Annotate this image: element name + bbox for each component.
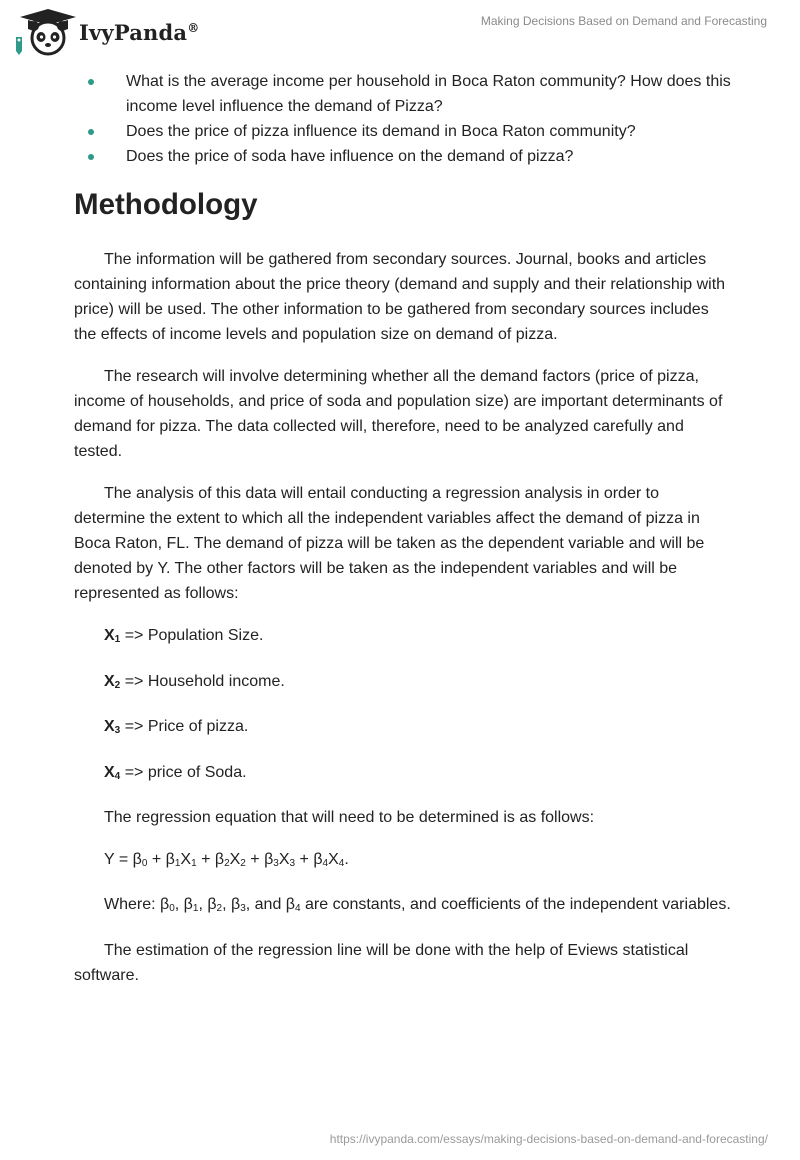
bullet-icon <box>88 79 94 85</box>
article-body <box>74 70 734 1005</box>
source-url-link[interactable]: https://ivypanda.com/essays/making-decisions-based-on-demand-and-forecasting/ <box>329 1132 768 1146</box>
variable-definition: $X_1$ => Population Size. <box>104 627 264 645</box>
panda-logo-icon[interactable] <box>14 7 78 57</box>
list-item: Does the price of soda have influence on the demand of pizza? <box>74 145 734 170</box>
regression-equation: $Y = \beta_0 + \beta_1X_1 + \beta_2X_2 + \beta_3X_3 + \beta_4X_4$. <box>104 850 349 869</box>
variable-definition: $X_4$ => price of Soda. <box>104 763 247 782</box>
where-clause: Where: $\beta_0$, $\beta_1$, $\beta_2$, $\beta_3$, and $\beta_4$ are constants, and coefficients of the independent variables. <box>104 896 731 914</box>
bullet-icon <box>88 129 94 135</box>
bullet-icon <box>88 154 94 160</box>
research-questions-list <box>74 70 734 169</box>
closing-paragraph: The estimation of the regression line will be done with the help of Eviews statistical software. <box>74 942 689 984</box>
variable-definition: $X_2$ => Household income. <box>104 672 285 691</box>
page-header <box>0 0 800 60</box>
variable-definition: $X_3$ => Price of pizza. <box>104 718 249 736</box>
brand-name[interactable]: IvyPanda® <box>79 20 200 45</box>
paragraph: The information will be gathered from secondary sources. Journal, books and articles containing information about the price theory (demand and supply and their relationship with price) will be used. The other information to be gathered from secondary sources includes the effects of income levels and population size on demand of pizza. <box>74 251 726 343</box>
list-item: What is the average income per household in Boca Raton community? How does this income level influence the demand of Pizza? <box>74 70 734 119</box>
paragraph: The analysis of this data will entail conducting a regression analysis in order to determine the extent to which all the independent variables affect the demand of pizza in Boca Raton, FL. The demand of pizza will be taken as the dependent variable and will be denoted by Y. The other factors will be taken as the independent variables and will be represented as follows: <box>74 485 705 602</box>
section-heading: Methodology <box>74 188 258 221</box>
document-title: Making Decisions Based on Demand and Forecasting <box>480 14 767 28</box>
equation-intro: The regression equation that will need to be determined is as follows: <box>104 809 595 826</box>
list-item: Does the price of pizza influence its demand in Boca Raton community? <box>74 120 734 145</box>
paragraph: The research will involve determining whether all the demand factors (price of pizza, income of households, and price of soda and population size) are important determinants of demand for pizza. The data collected will, therefore, need to be analyzed carefully and tested. <box>74 368 723 460</box>
